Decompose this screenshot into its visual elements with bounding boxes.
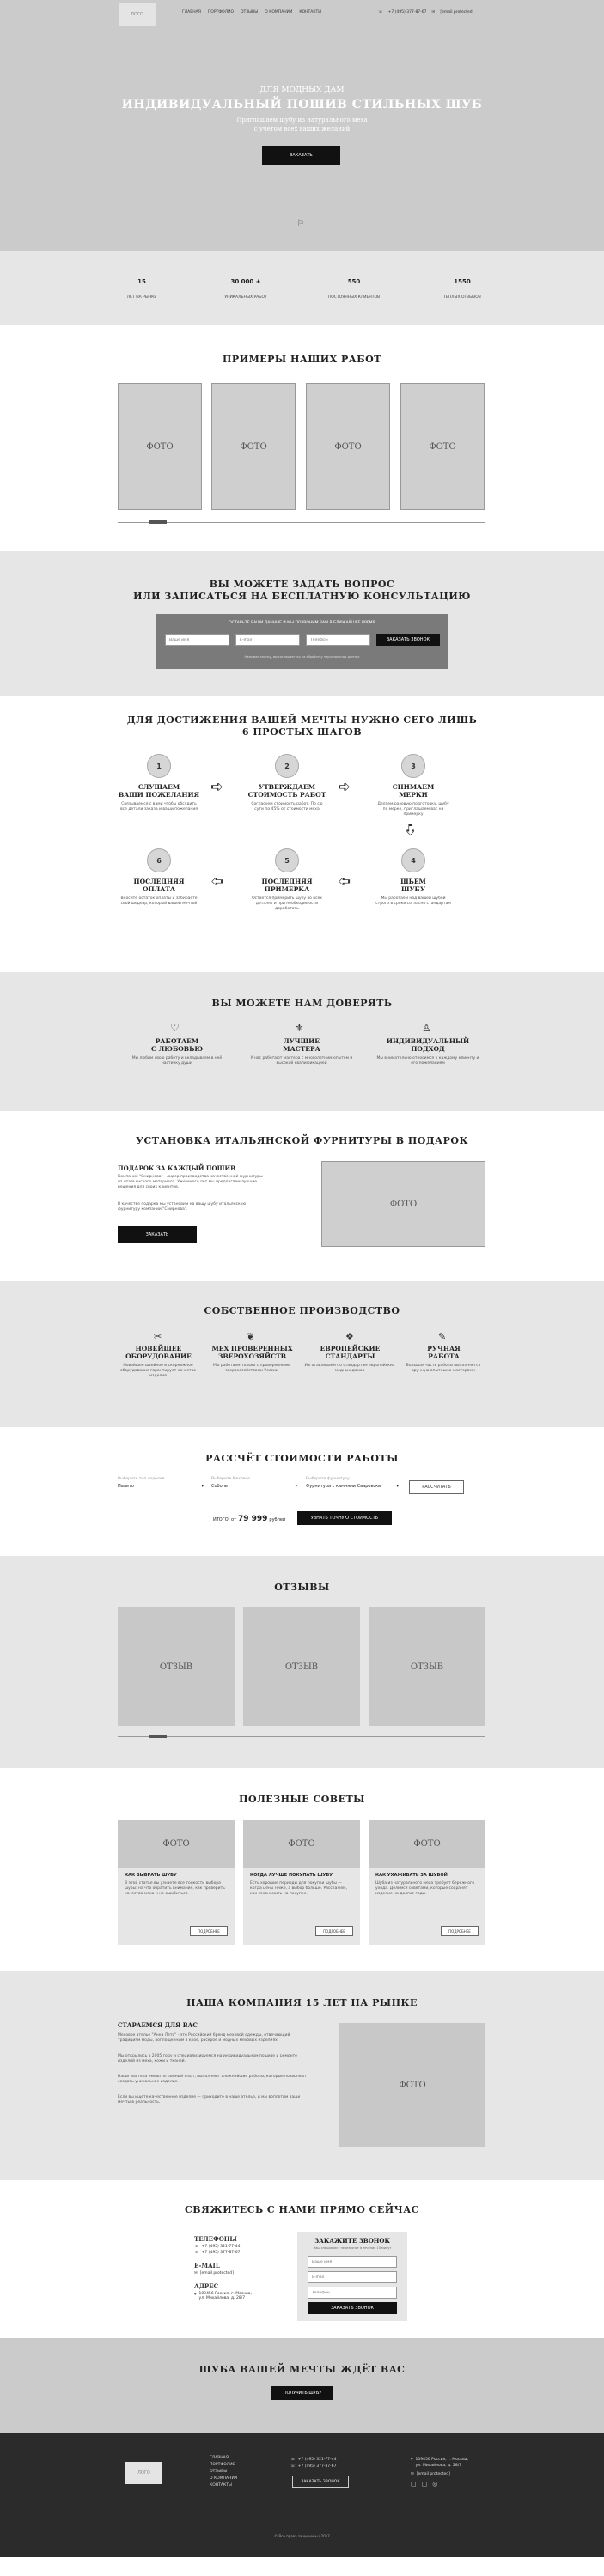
consult-note: Нажимая кнопку, вы соглашаетесь на обработку персональных данных: [244, 655, 360, 659]
calc-order-button[interactable]: УЗНАТЬ ТОЧНУЮ СТОИМОСТЬ: [297, 1511, 392, 1525]
contact-section: [0, 2180, 604, 2338]
steps-section: [0, 696, 604, 972]
mail-icon: ✉: [431, 10, 436, 15]
footer-nav-item[interactable]: ГЛАВНАЯ: [210, 2456, 229, 2460]
calc-label: Выберите тип изделия: [118, 1477, 165, 1481]
step-number: 1: [147, 754, 171, 778]
about-subtitle: СТАРАЕМСЯ ДЛЯ ВАС: [118, 2021, 198, 2029]
gift-photo: ФОТО: [321, 1161, 485, 1247]
step-desc: Согласуем стоимость работ. По сю сути по 45% от стоимости меха: [251, 802, 323, 811]
arrow-down-icon: ➪: [401, 823, 420, 837]
tip-desc: Есть хорошие периоды для покупки шубы — когда цены ниже, а выбор больше. Расскажем, как сэкономить на покупке.: [250, 1881, 347, 1896]
tip-photo: ФОТО: [243, 1820, 360, 1868]
review-card[interactable]: ОТЗЫВ: [369, 1607, 485, 1726]
consult-section: [0, 551, 604, 696]
phone-icon: ☏: [194, 2245, 199, 2249]
production-item-desc: Большая часть работы выполняется вручную опытными мастерами: [406, 1364, 481, 1373]
trust-item-desc: У нас работают мастера с многолетним опытом и высокой квалификацией: [250, 1056, 353, 1066]
tip-more-button[interactable]: ПОДРОБНЕЕ: [441, 1926, 479, 1936]
footer-phone-1[interactable]: +7 (495) 321-77-44: [297, 2458, 337, 2462]
step-title: УТВЕРЖДАЕМ СТОИМОСТЬ РАБОТ: [247, 783, 326, 799]
footer-copyright: © Все права защищены / 2017: [274, 2534, 330, 2538]
about-section: [0, 1971, 604, 2180]
stat-item: [424, 278, 501, 300]
tip-desc: Шуба из натурального меха требует бережного ухода. Делимся советами, которые сохранят изделие на долгие годы.: [375, 1881, 475, 1896]
footer-phone-2[interactable]: +7 (495) 377-87-67: [297, 2464, 337, 2469]
handwork-icon: ✎: [438, 1331, 447, 1342]
about-title: НАША КОМПАНИЯ 15 ЛЕТ НА РЫНКЕ: [186, 1997, 418, 2008]
consult-submit-button[interactable]: ЗАКАЗАТЬ ЗВОНОК: [376, 634, 440, 646]
vk-icon[interactable]: ▢: [411, 2481, 417, 2488]
fur-icon: ❦: [247, 1331, 255, 1342]
nav-item-home[interactable]: ГЛАВНАЯ: [182, 10, 201, 15]
hero-desc-2: с учетом всех ваших желаний: [253, 125, 351, 132]
tip-title: КАК ВЫБРАТЬ ШУБУ: [125, 1873, 177, 1878]
production-item-desc: Изготавливаем по стандартам европейских модных домов: [304, 1364, 395, 1373]
tip-photo: ФОТО: [118, 1820, 235, 1868]
logo[interactable]: ЛОГО: [119, 3, 156, 26]
footer-nav-item[interactable]: ПОРТФОЛИО: [210, 2463, 236, 2467]
nav-item-portfolio[interactable]: ПОРТФОЛИО: [207, 10, 234, 15]
callback-phone-input[interactable]: [308, 2287, 397, 2299]
gift-paragraph: В качестве подарка мы установим на вашу шубу итальянскую фурнитуру компании "Смирнова".: [118, 1202, 247, 1212]
calc-section: [0, 1427, 604, 1556]
step-title: ПОСЛЕДНЯЯ ПРИМЕРКА: [261, 878, 313, 893]
calc-select-fur[interactable]: Соболь ▾: [211, 1484, 297, 1492]
step-number: 5: [275, 848, 299, 872]
trust-item-desc: Мы внимательно относимся к каждому клиенту и его пожеланиям: [376, 1056, 479, 1066]
address-label: АДРЕС: [194, 2282, 219, 2290]
hero-desc-1: Приглашаем шубу из натурального меха: [236, 117, 368, 124]
contact-info: [194, 2235, 289, 2300]
phones-label: ТЕЛЕФОНЫ: [194, 2235, 237, 2243]
tip-title: КАК УХАЖИВАТЬ ЗА ШУБОЙ: [375, 1873, 448, 1878]
stat-item: [311, 278, 397, 300]
email-label: E-MAIL: [194, 2262, 220, 2269]
cta-button[interactable]: ПОЛУЧИТЬ ШУБУ: [271, 2386, 333, 2400]
portfolio-section: [0, 325, 604, 551]
step-title: ПОСЛЕДНЯЯ ОПЛАТА: [133, 878, 185, 893]
portfolio-photo[interactable]: ФОТО: [118, 383, 202, 510]
phone-icon: ☏: [378, 10, 383, 15]
mail-icon: ✉: [194, 2271, 198, 2275]
phone-icon: ☏: [290, 2458, 296, 2462]
step-title: СЛУШАЕМ ВАШИ ПОЖЕЛАНИЯ: [118, 783, 200, 799]
callback-form: [297, 2232, 407, 2321]
reviews-scroll-thumb[interactable]: [149, 1735, 167, 1738]
calc-title: РАССЧЁТ СТОИМОСТИ РАБОТЫ: [205, 1453, 399, 1464]
step-desc: Остается примерить шубу во всех деталях и при необходимости доработать: [252, 896, 322, 911]
chevron-down-icon: ▾: [295, 1484, 297, 1489]
hero-title: ИНДИВИДУАЛЬНЫЙ ПОШИВ СТИЛЬНЫХ ШУБ: [121, 98, 483, 112]
nav-item-reviews[interactable]: ОТЗЫВЫ: [241, 10, 259, 15]
trust-item-desc: Мы любим свою работу и вкладываем в неё частичку души: [131, 1056, 223, 1066]
contact-address-2: ул. Михайлова, д. 28/7: [198, 2296, 246, 2300]
header-phone[interactable]: +7 (495) 377-87-67: [387, 10, 427, 15]
footer-address: ⌖ 109456 Россия, г. Москва, ул. Михайлова, д. 28/7 ✉ [email protected]: [411, 2458, 468, 2476]
footer-nav: [210, 2455, 237, 2489]
tips-title: ПОЛЕЗНЫЕ СОВЕТЫ: [239, 1794, 365, 1805]
location-icon: ⌖: [194, 2293, 197, 2297]
hero-subtitle: ДЛЯ МОДНЫХ ДАМ: [259, 86, 345, 94]
arrow-right-icon: ➪: [210, 778, 224, 796]
calc-label: Выберите Меховое: [211, 1477, 251, 1481]
location-icon: ⌖: [411, 2458, 413, 2462]
stat-item: [103, 278, 180, 300]
footer-nav-item[interactable]: КОНТАКТЫ: [210, 2483, 232, 2488]
name-input[interactable]: [165, 634, 229, 646]
callback-submit-button[interactable]: ЗАКАЗАТЬ ЗВОНОК: [308, 2302, 397, 2314]
production-item-title: НОВЕЙШЕЕ ОБОРУДОВАНИЕ: [125, 1345, 192, 1360]
phone-icon: ☏: [194, 2251, 199, 2255]
step-number: 6: [147, 848, 171, 872]
about-paragraph: Если вы ищете качественное изделие — приходите в наше ателье, и мы воплотим ваши мечты в реальность.: [118, 2095, 301, 2105]
contact-phone-2[interactable]: +7 (495) 377-87-67: [201, 2251, 241, 2255]
steps-title-2: 6 ПРОСТЫХ ШАГОВ: [241, 726, 363, 738]
hero-section: [0, 0, 604, 251]
tip-more-button[interactable]: ПОДРОБНЕЕ: [315, 1926, 353, 1936]
tip-card: [243, 1820, 360, 1945]
trust-item-title: ИНДИВИДУАЛЬНЫЙ ПОДХОД: [386, 1037, 470, 1053]
hero-order-button[interactable]: ЗАКАЗАТЬ: [262, 146, 340, 165]
portfolio-photo[interactable]: ФОТО: [211, 383, 296, 510]
arrow-left-icon: ➪: [338, 872, 351, 890]
portfolio-scroll-track[interactable]: [118, 522, 485, 523]
production-title: СОБСТВЕННОЕ ПРОИЗВОДСТВО: [204, 1305, 400, 1316]
phone-input[interactable]: [306, 634, 370, 646]
about-paragraph: Наши мастера имеют огромный опыт, выполняют сложнейшие работы, которые позволяют создать уникальное изделие.: [118, 2075, 307, 2084]
contact-title: СВЯЖИТЕСЬ С НАМИ ПРЯМО СЕЙЧАС: [185, 2204, 419, 2215]
gift-order-button[interactable]: ЗАКАЗАТЬ: [118, 1226, 197, 1243]
footer: [0, 2433, 604, 2557]
user-icon: ♙: [422, 1022, 431, 1034]
consult-title-1: ВЫ МОЖЕТЕ ЗАДАТЬ ВОПРОС: [209, 579, 395, 590]
production-section: [0, 1281, 604, 1427]
gift-paragraph: Компания "Смирнова" - лидер производства качественной фурнитуры из итальянского материала. Уже много лет мы предлагаем лучшие решения для своих клиентов.: [118, 1175, 263, 1189]
chevron-down-icon: ▾: [201, 1484, 204, 1489]
callback-email-input[interactable]: [308, 2271, 397, 2283]
trust-section: [0, 972, 604, 1111]
arrow-left-icon: ➪: [210, 872, 224, 890]
nav-item-contacts[interactable]: КОНТАКТЫ: [299, 10, 322, 15]
consult-form: [156, 614, 448, 669]
step-number: 4: [401, 848, 425, 872]
equipment-icon: ✂: [154, 1331, 162, 1342]
step-desc: Мы работаем над вашей шубой строго в сроки согласно стандартам: [375, 896, 451, 906]
step-desc: Делаем разовую подготовку, шубу по мерке, приглашаем вас на примерку: [377, 802, 449, 817]
footer-nav-item[interactable]: О КОМПАНИИ: [210, 2476, 238, 2481]
tips-section: [0, 1768, 604, 1971]
stat-value: 15: [137, 278, 146, 285]
production-item-desc: Новейшее швейное и скорняжное оборудование гарантирует качество изделия: [119, 1364, 197, 1378]
steps-title-1: ДЛЯ ДОСТИЖЕНИЯ ВАШЕЙ МЕЧТЫ НУЖНО СЕГО ЛИШЬ: [126, 714, 478, 726]
tip-photo: ФОТО: [369, 1820, 485, 1868]
stat-item: [207, 278, 284, 300]
calc-total-value: 79 999: [237, 1515, 268, 1523]
about-photo: ФОТО: [339, 2023, 485, 2147]
callback-form-sub: Наш специалист перезвонит в течение 10 минут: [313, 2246, 392, 2250]
production-item-title: МЕХ ПРОВЕРЕННЫХ ЗВЕРОХОЗЯЙСТВ: [211, 1345, 293, 1360]
header-email[interactable]: [email protected]: [440, 10, 474, 15]
review-card[interactable]: ОТЗЫВ: [243, 1607, 360, 1726]
instagram-icon[interactable]: ◎: [432, 2481, 438, 2488]
callback-name-input[interactable]: [308, 2256, 397, 2268]
step-desc: Связываемся с вами чтобы обсудить все детали заказа и ваши пожелания: [120, 802, 198, 811]
trust-item-title: РАБОТАЕМ С ЛЮБОВЬЮ: [151, 1037, 203, 1053]
master-icon: ⚜: [295, 1022, 304, 1034]
trust-item-title: ЛУЧШИЕ МАСТЕРА: [283, 1037, 320, 1053]
tip-more-button[interactable]: ПОДРОБНЕЕ: [190, 1926, 228, 1936]
about-paragraph: Мы открылись в 2005 году и специализируемся на индивидуальном пошиве и ремонте изделий из меха, кожи и тканей.: [118, 2054, 297, 2063]
reviews-scroll-track[interactable]: [118, 1736, 485, 1737]
stat-label: ТЕПЛЫХ ОТЗЫВОВ: [443, 295, 481, 300]
stat-label: ЛЕТ НА РЫНКЕ: [126, 295, 157, 300]
phone-icon: ☏: [290, 2464, 296, 2469]
tip-card: [118, 1820, 235, 1945]
footer-logo[interactable]: ЛОГО: [125, 2462, 162, 2484]
production-item-title: ЕВРОПЕЙСКИЕ СТАНДАРТЫ: [320, 1345, 381, 1360]
chevron-down-icon: ▾: [396, 1484, 399, 1489]
step-number: 3: [401, 754, 425, 778]
contact-address-1: 109456 Россия, г. Москва,: [198, 2292, 252, 2296]
step-title: ШЬЁМ ШУБУ: [400, 878, 426, 893]
portfolio-title: ПРИМЕРЫ НАШИХ РАБОТ: [223, 354, 381, 365]
tip-title: КОГДА ЛУЧШЕ ПОКУПАТЬ ШУБУ: [250, 1873, 333, 1878]
footer-email[interactable]: [email protected]: [416, 2472, 450, 2476]
email-input[interactable]: [235, 634, 300, 646]
stat-label: ПОСТОЯННЫХ КЛИЕНТОВ: [327, 295, 381, 300]
calc-label: Выберите фурнитуру: [306, 1477, 350, 1481]
tip-card: [369, 1820, 485, 1945]
footer-nav-item[interactable]: ОТЗЫВЫ: [210, 2470, 228, 2474]
nav-item-about[interactable]: О КОМПАНИИ: [265, 10, 293, 15]
about-paragraph: Меховое ателье "Анна Лето" - это Российский бренд меховой одежды, отвечающий традициям моды, воплощенным в крое, раскрое и модных меховых изделиях.: [118, 2033, 290, 2043]
production-item-desc: Мы работаем только с проверенными зверохозяйствами России: [212, 1364, 291, 1373]
contact-phone-1[interactable]: +7 (495) 321-77-44: [201, 2245, 241, 2249]
production-item-title: РУЧНАЯ РАБОТА: [427, 1345, 461, 1360]
tip-desc: В этой статье вы узнаете все тонкости выбора шубы: на что обратить внимание, как проверить качество меха и не ошибиться.: [125, 1881, 225, 1896]
arrow-right-icon: ➪: [338, 778, 351, 796]
header-contacts: [378, 10, 473, 15]
stat-value: 550: [347, 278, 361, 285]
calc-select-hardware[interactable]: Фурнитура с камнями Сваровски ▾: [306, 1484, 399, 1492]
step-title: СНИМАЕМ МЕРКИ: [392, 783, 435, 799]
reviews-section: [0, 1556, 604, 1768]
footer-callback-button[interactable]: ЗАКАЗАТЬ ЗВОНОК: [292, 2476, 349, 2488]
contact-email[interactable]: [email protected]: [199, 2271, 234, 2275]
gift-section: [0, 1111, 604, 1281]
portfolio-photo[interactable]: ФОТО: [306, 383, 390, 510]
trust-title: ВЫ МОЖЕТЕ НАМ ДОВЕРЯТЬ: [211, 998, 393, 1009]
portfolio-scroll-thumb[interactable]: [149, 520, 167, 524]
heart-icon: ♡: [170, 1022, 180, 1034]
callback-form-title: ЗАКАЖИТЕ ЗВОНОК: [314, 2237, 390, 2245]
mail-icon: ✉: [411, 2472, 414, 2476]
calc-total: ИТОГО: от 79 999 рублей: [213, 1515, 286, 1523]
main-nav: [182, 10, 321, 15]
stats-row: [103, 278, 501, 300]
gift-title: УСТАНОВКА ИТАЛЬЯНСКОЙ ФУРНИТУРЫ В ПОДАРОК: [136, 1135, 468, 1146]
social-icons: [411, 2481, 437, 2488]
cta-title: ШУБА ВАШЕЙ МЕЧТЫ ЖДЁТ ВАС: [198, 2364, 406, 2375]
portfolio-photo[interactable]: ФОТО: [400, 383, 485, 510]
stat-label: УНИКАЛЬНЫХ РАБОТ: [224, 295, 267, 300]
standard-icon: ❖: [345, 1331, 354, 1342]
step-number: 2: [275, 754, 299, 778]
facebook-icon[interactable]: ▢: [421, 2481, 428, 2488]
calc-button[interactable]: РАССЧИТАТЬ: [409, 1480, 464, 1494]
consult-title-2: ИЛИ ЗАПИСАТЬСЯ НА БЕСПЛАТНУЮ КОНСУЛЬТАЦИЮ: [133, 591, 471, 602]
step-desc: Вносите остаток оплаты и забираете свой шедевр, который вашей мечтой: [120, 896, 198, 906]
calc-select-type[interactable]: Пальто ▾: [118, 1484, 204, 1492]
gift-subtitle: ПОДАРОК ЗА КАЖДЫЙ ПОШИВ: [118, 1164, 236, 1172]
stats-section: [0, 251, 604, 325]
footer-phones: [290, 2457, 337, 2470]
scroll-down-icon[interactable]: ⚐: [296, 219, 305, 228]
stat-value: 1550: [454, 278, 471, 285]
stat-value: 30 000 +: [230, 278, 261, 285]
review-card[interactable]: ОТЗЫВ: [118, 1607, 235, 1726]
reviews-title: ОТЗЫВЫ: [274, 1582, 330, 1593]
consult-form-title: ОСТАВЬТЕ ВАШИ ДАННЫЕ И МЫ ПОЗВОНИМ ВАМ В БЛИЖАЙШЕЕ ВРЕМЯ: [229, 621, 375, 625]
